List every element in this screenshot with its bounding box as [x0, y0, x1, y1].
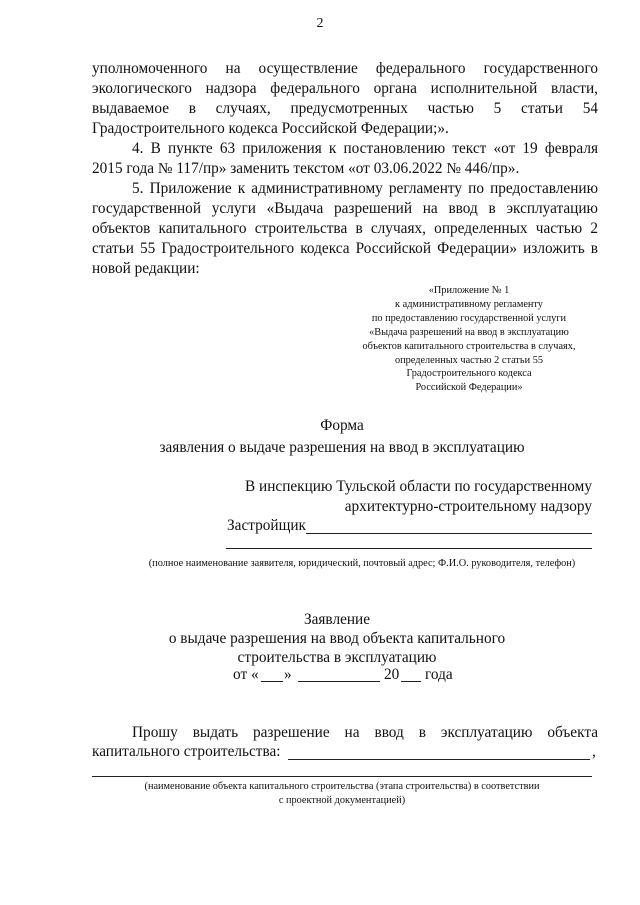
text-line: 5. Приложение к административному регламенту по предоставлению — [132, 180, 598, 197]
text-line: выдаваемое в случаях, предусмотренных частью 5 статьи 54 — [92, 100, 598, 117]
appendix-line: определенных частью 2 статьи 55 — [394, 354, 543, 366]
date-prefix: от « — [233, 666, 259, 683]
object-name-input[interactable] — [288, 759, 590, 760]
statement-title: Заявление — [303, 611, 371, 628]
date-year-prefix: 20 — [384, 666, 400, 683]
request-line-end: , — [592, 743, 596, 760]
developer-input-continuation[interactable] — [226, 548, 592, 549]
object-caption-line-1: (наименование объекта капитального строительства (этапа строительства) в соответствии — [144, 781, 540, 792]
appendix-line: «Приложение № 1 — [428, 285, 510, 296]
addressee-line-2: архитектурно-строительному надзору — [344, 498, 592, 515]
page-number: 2 — [316, 16, 324, 31]
date-mid: » — [284, 666, 292, 683]
developer-label: Застройщик — [227, 517, 306, 534]
date-year-field[interactable] — [401, 681, 421, 682]
text-line: 2015 года № 117/пр» заменить текстом «от 03.06.2022 № 446/пр». — [92, 160, 520, 177]
appendix-line: к административному регламенту — [395, 298, 543, 310]
request-object-label: капитального строительства: — [92, 743, 281, 760]
text-line: новой редакции: — [92, 260, 200, 277]
request-line-1: Прошу выдать разрешение на ввод в эксплуатацию объекта — [132, 724, 598, 741]
statement-line-3: строительства в эксплуатацию — [237, 649, 437, 666]
statement-line-2: о выдаче разрешения на ввод объекта капитального — [168, 630, 506, 647]
appendix-line: объектов капитального строительства в случаях, — [362, 340, 576, 352]
date-month-field[interactable] — [298, 681, 380, 682]
developer-caption: (полное наименование заявителя, юридический, почтовый адрес; Ф.И.О. руководителя, телефон) — [148, 558, 576, 569]
appendix-line: «Выдача разрешений на ввод в эксплуатацию — [369, 326, 569, 338]
appendix-line: по предоставлению государственной услуги — [371, 312, 567, 324]
appendix-header — [300, 284, 638, 395]
appendix-line: Российской Федерации» — [415, 382, 523, 394]
addressee-line-1: В инспекцию Тульской области по государственному — [245, 478, 592, 495]
object-name-input-continuation[interactable] — [92, 776, 592, 777]
text-line: экологического надзора федерального органа исполнительной власти, — [92, 80, 598, 97]
object-caption-line-2: с проектной документацией) — [278, 795, 406, 806]
text-line: уполномоченного на осуществление федерального государственного — [92, 60, 598, 77]
appendix-line: Градостроительного кодекса — [406, 368, 532, 380]
form-subtitle: заявления о выдаче разрешения на ввод в эксплуатацию — [159, 439, 525, 456]
developer-input[interactable] — [306, 533, 592, 534]
text-line: государственной услуги «Выдача разрешений на ввод в эксплуатацию — [92, 200, 598, 217]
date-day-field[interactable] — [261, 681, 283, 682]
text-line: статьи 55 Градостроительного кодекса Российской Федерации» изложить в — [92, 240, 598, 257]
text-line: Градостроительного кодекса Российской Федерации;». — [92, 120, 449, 137]
date-suffix: года — [425, 666, 453, 683]
text-line: объектов капитального строительства в случаях, определенных частью 2 — [92, 220, 598, 237]
form-heading: Форма — [320, 417, 364, 434]
text-line: 4. В пункте 63 приложения к постановлению текст «от 19 февраля — [132, 140, 598, 157]
